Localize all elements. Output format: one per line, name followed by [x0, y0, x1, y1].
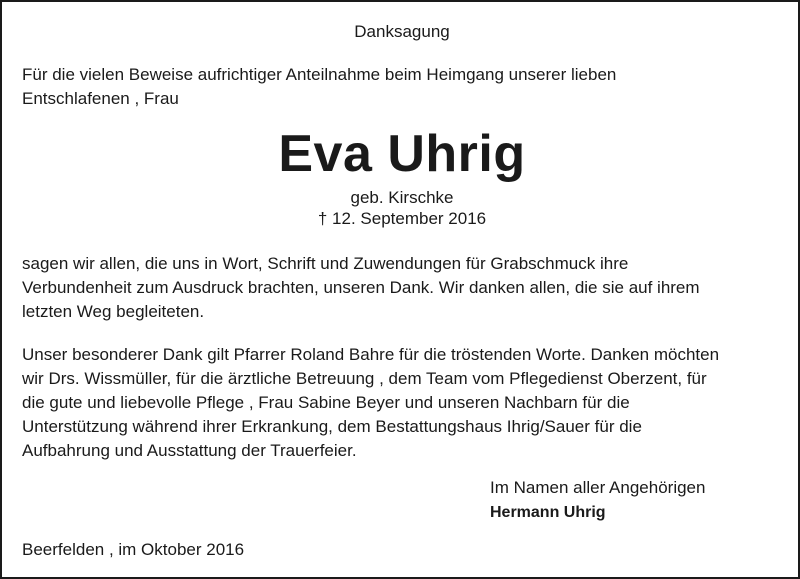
intro-line: Entschlafenen , Frau — [22, 89, 179, 108]
thanks-paragraph — [22, 252, 700, 324]
signature-line: Im Namen aller Angehörigen — [490, 478, 706, 497]
paragraph-line: Unterstützung während ihrer Erkrankung, dem Bestattungshaus Ihrig/Sauer für die — [22, 417, 642, 436]
intro-line: Für die vielen Beweise aufrichtiger Anteilnahme beim Heimgang unserer lieben — [22, 65, 617, 84]
paragraph-line: letzten Weg begleiteten. — [22, 302, 205, 321]
signature-name: Hermann Uhrig — [490, 504, 606, 521]
special-thanks-paragraph — [22, 343, 719, 463]
notice-heading: Danksagung — [354, 22, 450, 41]
paragraph-line: wir Drs. Wissmüller, für die ärztliche Betreuung , dem Team vom Pflegedienst Oberzent, für — [22, 369, 707, 388]
paragraph-line: Aufbahrung und Ausstattung der Trauerfeier. — [22, 441, 357, 460]
place-date: Beerfelden , im Oktober 2016 — [22, 540, 245, 559]
birth-name: geb. Kirschke — [350, 188, 454, 207]
deceased-name: Eva Uhrig — [278, 125, 526, 183]
intro-text — [22, 63, 616, 111]
paragraph-line: Unser besonderer Dank gilt Pfarrer Roland Bahre für die tröstenden Worte. Danken möchten — [22, 345, 720, 364]
paragraph-line: sagen wir allen, die uns in Wort, Schrift und Zuwendungen für Grabschmuck ihre — [22, 254, 629, 273]
death-date: † 12. September 2016 — [317, 209, 487, 228]
paragraph-line: Verbundenheit zum Ausdruck brachten, unseren Dank. Wir danken allen, die sie auf ihrem — [22, 278, 700, 297]
paragraph-line: die gute und liebevolle Pflege , Frau Sabine Beyer und unseren Nachbarn für die — [22, 393, 630, 412]
